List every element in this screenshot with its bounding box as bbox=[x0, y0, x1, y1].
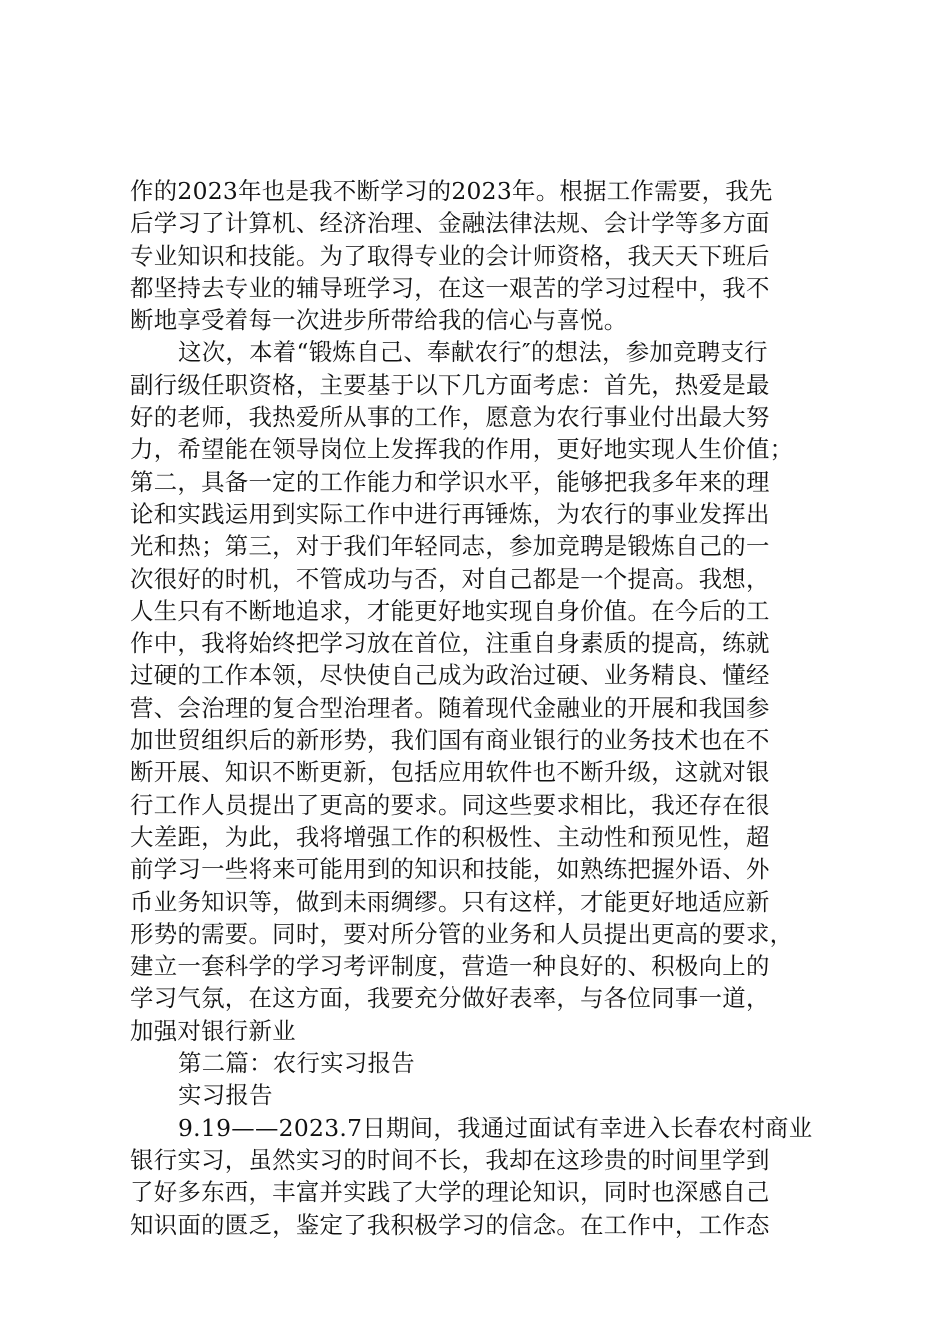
text-line: 知识面的匮乏，鉴定了我积极学习的信念。在工作中，工作态 bbox=[130, 1210, 770, 1239]
text-line: 断开展、知识不断更新，包括应用软件也不断升级，这就对银 bbox=[130, 758, 770, 787]
text-line: 都坚持去专业的辅导班学习，在这一艰苦的学习过程中，我不 bbox=[130, 273, 770, 302]
text-line: 行工作人员提出了更高的要求。同这些要求相比，我还存在很 bbox=[130, 790, 770, 819]
text-line: 过硬的工作本领，尽快使自己成为政治过硬、业务精良、懂经 bbox=[130, 661, 770, 690]
text-line: 加强对银行新业 bbox=[130, 1016, 296, 1045]
text-line: 这次，本着“锻炼自己、奉献农行″的想法，参加竞聘支行 bbox=[178, 338, 768, 367]
text-line: 第二，具备一定的工作能力和学识水平，能够把我多年来的理 bbox=[130, 467, 770, 496]
text-line: 论和实践运用到实际工作中进行再锤炼，为农行的事业发挥出 bbox=[130, 499, 770, 528]
text-line: 加世贸组织后的新形势，我们国有商业银行的业务技术也在不 bbox=[130, 726, 770, 755]
paragraph-2 bbox=[130, 336, 830, 1047]
text-line: 副行级任职资格，主要基于以下几方面考虑：首先，热爱是最 bbox=[130, 370, 770, 399]
document-body bbox=[130, 175, 830, 1241]
text-line: 建立一套科学的学习考评制度，营造一种良好的、积极向上的 bbox=[130, 952, 770, 981]
text-line: 大差距，为此，我将增强工作的积极性、主动性和预见性，超 bbox=[130, 822, 770, 851]
text-line: 人生只有不断地追求，才能更好地实现自身价值。在今后的工 bbox=[130, 596, 770, 625]
text-line: 好的老师，我热爱所从事的工作，愿意为农行事业付出最大努 bbox=[130, 403, 770, 432]
text-line: 币业务知识等，做到未雨绸缪。只有这样，才能更好地适应新 bbox=[130, 887, 770, 916]
text-line: 力，希望能在领导岗位上发挥我的作用，更好地实现人生价值； bbox=[130, 435, 794, 464]
text-line: 断地享受着每一次进步所带给我的信心与喜悦。 bbox=[130, 306, 628, 335]
text-line: 学习气氛，在这方面，我要充分做好表率，与各位同事一道， bbox=[130, 984, 770, 1013]
text-line: 前学习一些将来可能用到的知识和技能，如熟练把握外语、外 bbox=[130, 855, 770, 884]
text-line: 次很好的时机，不管成功与否，对自己都是一个提高。我想， bbox=[130, 564, 770, 593]
paragraph-3 bbox=[130, 1112, 830, 1241]
text-line: 专业知识和技能。为了取得专业的会计师资格，我天天下班后 bbox=[130, 241, 770, 270]
text-line: 作的2023年也是我不断学习的2023年。根据工作需要，我先 bbox=[130, 177, 773, 205]
text-line: 形势的需要。同时，要对所分管的业务和人员提出更高的要求， bbox=[130, 919, 794, 948]
text-line: 后学习了计算机、经济治理、金融法律法规、会计学等多方面 bbox=[130, 209, 770, 238]
paragraph-1 bbox=[130, 175, 830, 336]
text-line: 作中，我将始终把学习放在首位，注重自身素质的提高，练就 bbox=[130, 629, 770, 658]
subtitle: 实习报告 bbox=[178, 1081, 273, 1110]
text-line: 银行实习，虽然实习的时间不长，我却在这珍贵的时间里学到 bbox=[130, 1145, 770, 1174]
section-title: 第二篇：农行实习报告 bbox=[178, 1049, 415, 1078]
text-line: 9.19——2023.7日期间，我通过面试有幸进入长春农村商业 bbox=[178, 1113, 813, 1142]
text-line: 光和热；第三，对于我们年轻同志，参加竞聘是锻炼自己的一 bbox=[130, 532, 770, 561]
text-line: 了好多东西，丰富并实践了大学的理论知识，同时也深感自己 bbox=[130, 1178, 770, 1207]
text-line: 营、会治理的复合型治理者。随着现代金融业的开展和我国参 bbox=[130, 693, 770, 722]
